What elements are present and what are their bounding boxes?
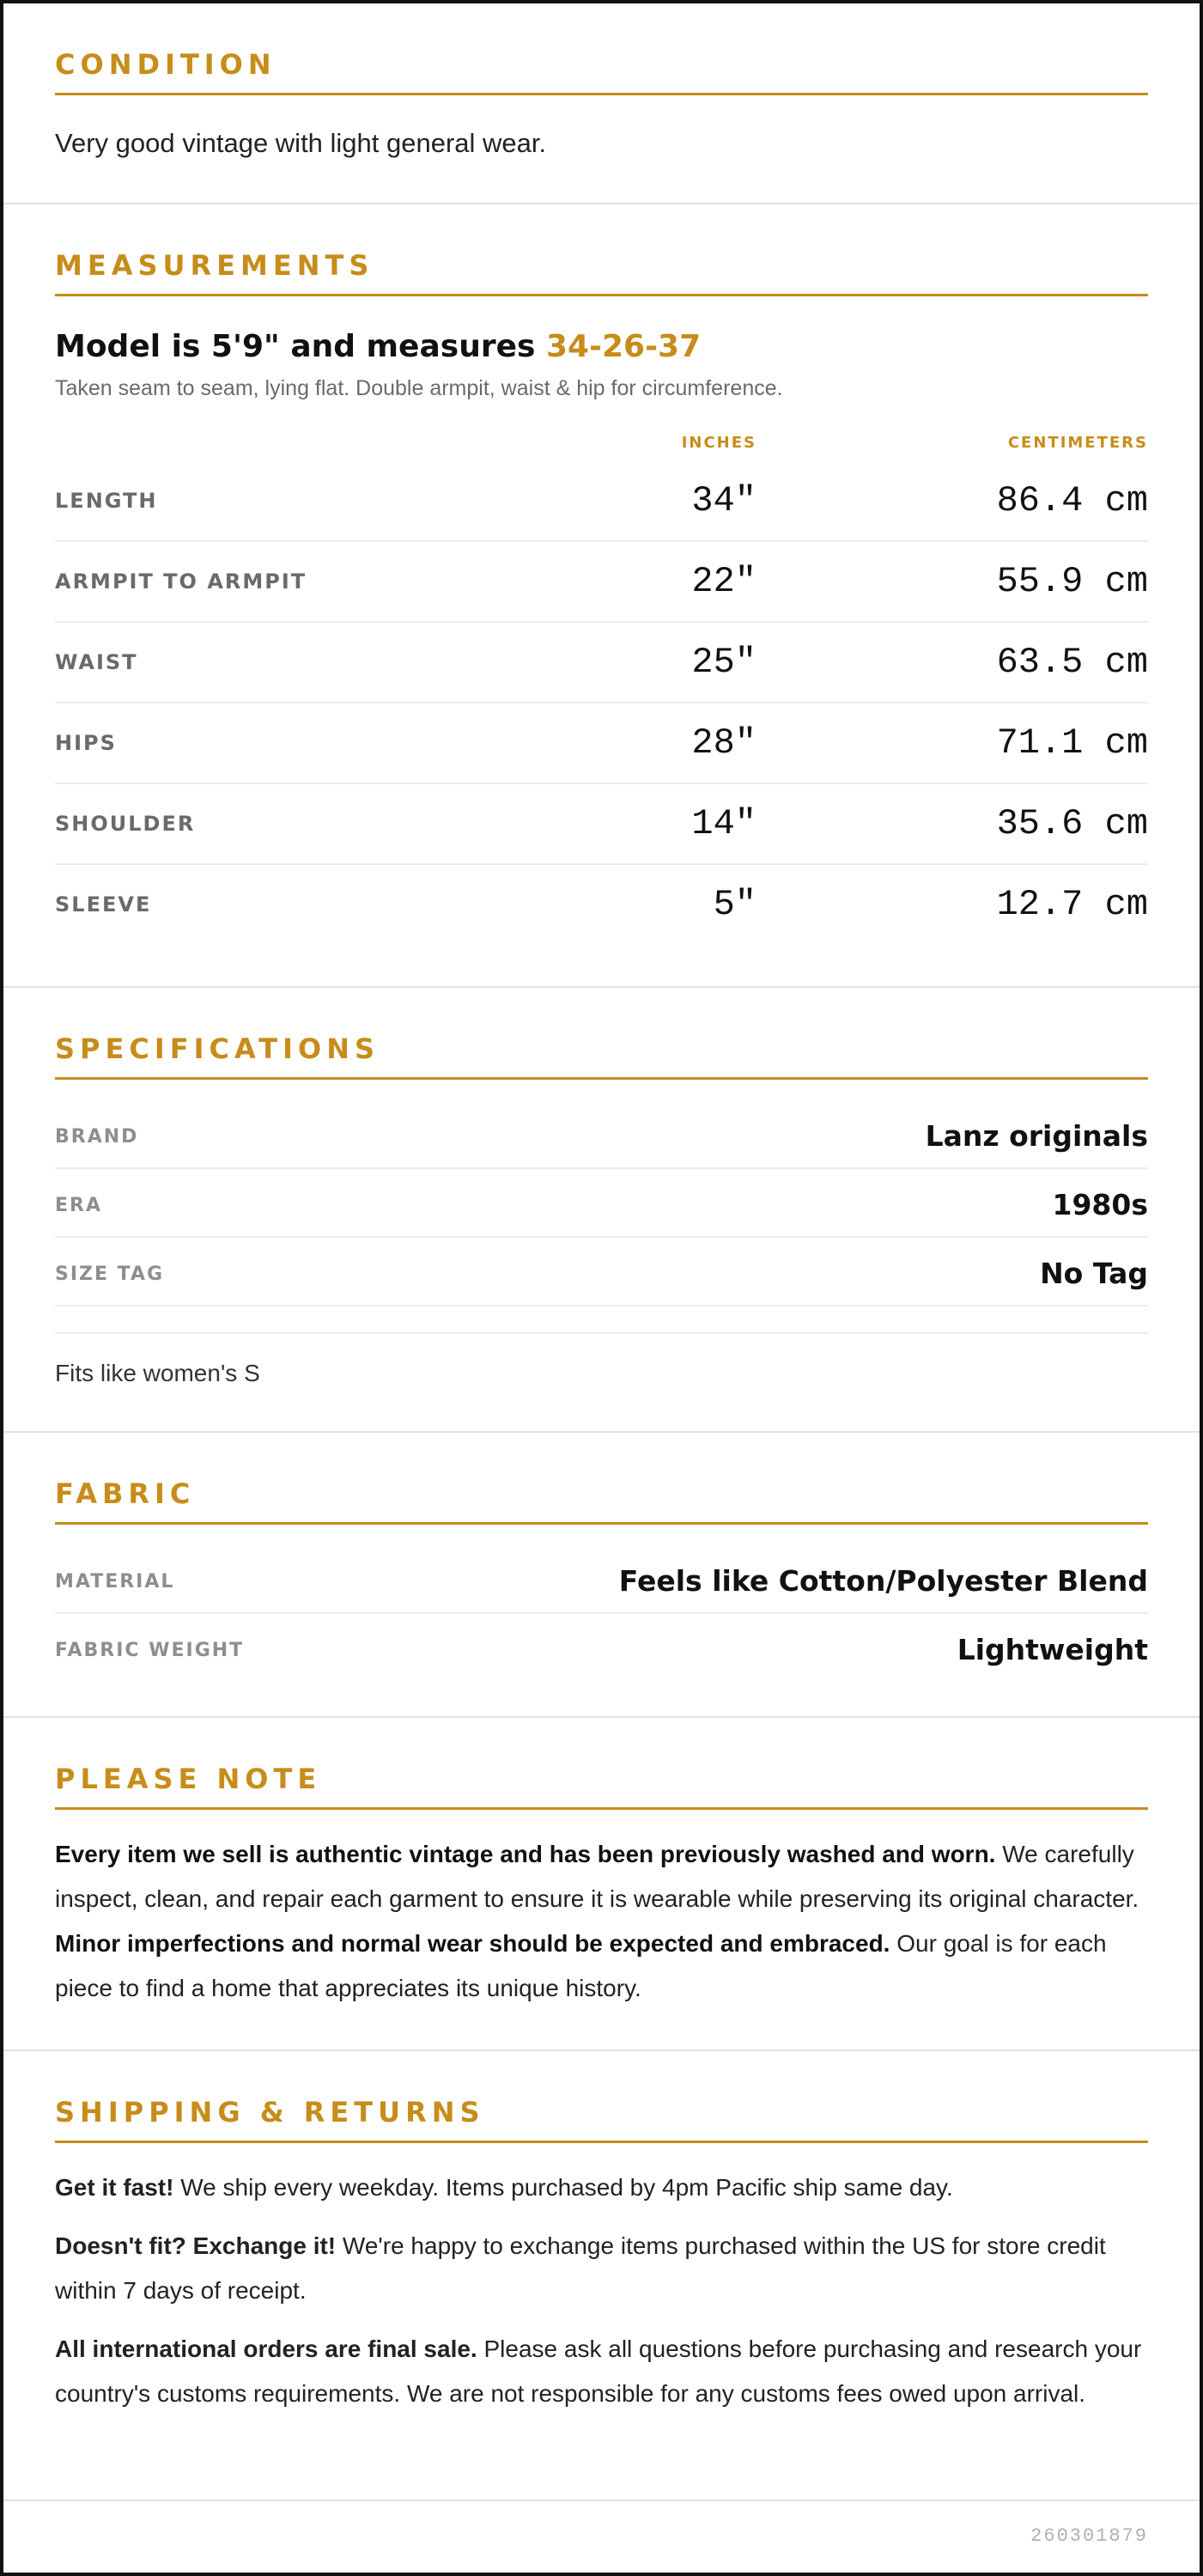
- measurement-cm: 55.9 cm: [996, 561, 1148, 602]
- measurement-row-sleeve: [55, 865, 1148, 944]
- fabric-section: [3, 1433, 1200, 1718]
- measurement-cm: 63.5 cm: [996, 642, 1148, 683]
- model-measures-value: 34-26-37: [545, 329, 702, 364]
- measurement-inches: 5": [713, 884, 756, 925]
- centimeters-column-header: CENTIMETERS: [1007, 434, 1148, 452]
- measurement-row-hips: [55, 703, 1148, 784]
- measurement-cm: 12.7 cm: [996, 884, 1148, 925]
- fit-note: Fits like women's S: [55, 1332, 1148, 1387]
- measurements-column-header: [55, 427, 1148, 461]
- measurement-inches: 14": [691, 803, 756, 844]
- please-note-title: PLEASE NOTE: [55, 1763, 1148, 1810]
- note-bold-1: Every item we sell is authentic vintage and has been previously washed and worn.: [55, 1841, 996, 1867]
- shipping-title: SHIPPING & RETURNS: [55, 2096, 1148, 2143]
- measurement-cm: 86.4 cm: [996, 480, 1148, 521]
- fabric-label: FABRIC WEIGHT: [55, 1640, 245, 1661]
- spec-value: No Tag: [1040, 1257, 1148, 1290]
- spec-value: 1980s: [1052, 1188, 1148, 1221]
- measurement-inches: 22": [691, 561, 756, 602]
- measurement-cm: 71.1 cm: [996, 722, 1148, 764]
- specifications-title: SPECIFICATIONS: [55, 1032, 1148, 1080]
- spec-row-brand: [55, 1100, 1148, 1169]
- shipping-text-2: We're happy to exchange items purchased within the US for store credit within 7 days of receipt.: [55, 2232, 1106, 2304]
- shipping-text-1: We ship every weekday. Items purchased by 4pm Pacific ship same day.: [173, 2174, 953, 2201]
- measurements-title: MEASUREMENTS: [55, 249, 1148, 296]
- fabric-list: [55, 1545, 1148, 1681]
- shipping-paragraph-2: [55, 2224, 1148, 2313]
- spec-label: ERA: [55, 1195, 102, 1216]
- shipping-bold-3: All international orders are final sale.: [55, 2335, 477, 2362]
- measurement-cm: 35.6 cm: [996, 803, 1148, 844]
- measurement-label: SHOULDER: [55, 812, 196, 836]
- model-measures-line: [55, 329, 1148, 364]
- spec-row-era: [55, 1169, 1148, 1238]
- fabric-value: Lightweight: [957, 1633, 1148, 1666]
- measurement-inches: 28": [691, 722, 756, 764]
- shipping-returns-section: [3, 2051, 1200, 2501]
- specifications-list: [55, 1100, 1148, 1306]
- fabric-row-material: [55, 1545, 1148, 1614]
- measurements-section: [3, 204, 1200, 988]
- shipping-paragraph-3: [55, 2327, 1148, 2416]
- shipping-content: [55, 2165, 1148, 2416]
- fabric-value: Feels like Cotton/Polyester Blend: [618, 1564, 1148, 1598]
- shipping-bold-2: Doesn't fit? Exchange it!: [55, 2232, 337, 2259]
- product-code: 260301879: [1030, 2525, 1148, 2547]
- please-note-section: [3, 1718, 1200, 2051]
- measurement-label: LENGTH: [55, 489, 158, 513]
- measurement-row-armpit: [55, 542, 1148, 623]
- spec-value: Lanz originals: [925, 1119, 1148, 1153]
- note-text-2: Our goal is for each piece to find a home that appreciates its unique history.: [55, 1930, 1107, 2001]
- condition-text: Very good vintage with light general wear.: [55, 128, 547, 158]
- fabric-label: MATERIAL: [55, 1571, 175, 1592]
- please-note-text: [55, 1832, 1148, 2011]
- spec-row-size-tag: [55, 1238, 1148, 1306]
- specifications-section: [3, 988, 1200, 1433]
- shipping-paragraph-1: [55, 2165, 1148, 2210]
- measurements-table: [55, 461, 1148, 944]
- condition-section: [3, 3, 1200, 204]
- spec-label: SIZE TAG: [55, 1264, 165, 1285]
- measurement-row-shoulder: [55, 784, 1148, 865]
- fabric-title: FABRIC: [55, 1477, 1148, 1525]
- measurement-inches: 34": [691, 480, 756, 521]
- inches-column-header: INCHES: [681, 434, 756, 452]
- measurement-row-length: [55, 461, 1148, 542]
- measurement-label: SLEEVE: [55, 892, 152, 917]
- measurement-row-waist: [55, 623, 1148, 703]
- model-measures-prefix: Model is 5'9" and measures: [55, 329, 546, 364]
- note-bold-2: Minor imperfections and normal wear should be expected and embraced.: [55, 1930, 890, 1957]
- note-text-1: We carefully inspect, clean, and repair each garment to ensure it is wearable while preserving its original character.: [55, 1841, 1139, 1912]
- measurement-label: ARMPIT TO ARMPIT: [55, 569, 307, 594]
- shipping-bold-1: Get it fast!: [55, 2174, 174, 2201]
- spec-label: BRAND: [55, 1126, 139, 1148]
- measurement-label: HIPS: [55, 731, 117, 755]
- shipping-text-3: Please ask all questions before purchasing and research your country's customs requirements. We are not responsible for any customs fees owed upon arrival.: [55, 2335, 1142, 2407]
- measurement-label: WAIST: [55, 650, 138, 674]
- measurement-inches: 25": [691, 642, 756, 683]
- fabric-row-weight: [55, 1614, 1148, 1681]
- condition-title: CONDITION: [55, 48, 1148, 95]
- measurements-subnote: Taken seam to seam, lying flat. Double armpit, waist & hip for circumference.: [55, 376, 783, 400]
- footer: [3, 2501, 1200, 2570]
